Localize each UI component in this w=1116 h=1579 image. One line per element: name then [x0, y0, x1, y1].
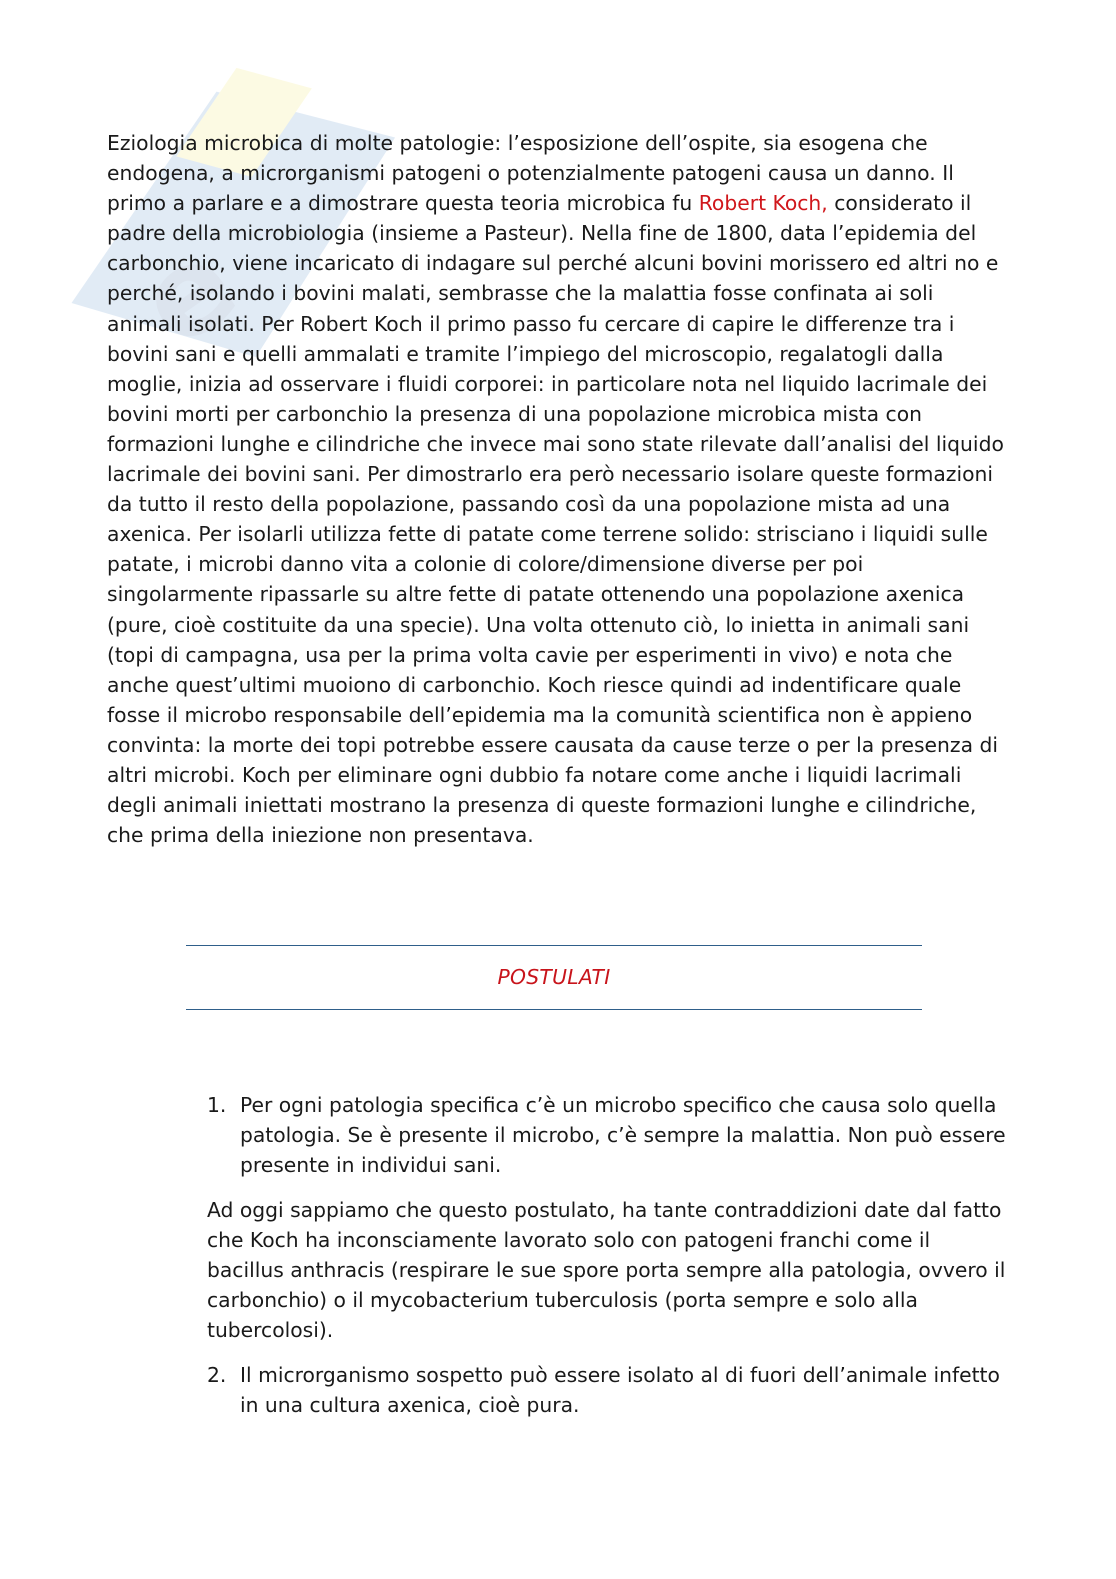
postulate-text: Il microrganismo sospetto può essere isolato al di fuori dell’animale infetto in una cultura axenica, cioè pura.: [240, 1363, 1000, 1418]
intro-text-start: Eziologia microbica di molte patologie: l’esposizione dell’ospite, sia esogena che endogena, a microrganismi patogeni o potenzialmente patogeni causa un danno. Il primo a parlare e a dimostrare questa teoria microbica fu: [107, 131, 954, 216]
postulate-number: 1.: [207, 1093, 227, 1117]
postulate-text: Per ogni patologia specifica c’è un microbo specifico che causa solo quella patologia. Se è presente il microbo, c’è sempre la malattia. Non può essere presente in individui sani.: [240, 1093, 1006, 1178]
section-divider-bottom: [186, 1009, 922, 1010]
robert-koch-highlight: Robert Koch,: [698, 191, 828, 216]
intro-paragraph: [107, 128, 1012, 850]
postulate-note: Ad oggi sappiamo che questo postulato, ha tante contraddizioni date dal fatto che Koch ha inconsciamente lavorato solo con patogeni franchi come il bacillus anthracis (respirare le sue spore porta sempre alla patologia, ovvero il carbonchio) o il mycobacterium tuberculosis (porta sempre e solo alla tubercolosi).: [207, 1198, 1006, 1343]
svg-text:e: e: [114, 213, 262, 375]
section-title: POSTULATI: [497, 965, 611, 989]
section-divider-top: [186, 945, 922, 946]
intro-text-end: considerato il padre della microbiologia (insieme a Pasteur). Nella fine de 1800, data l’epidemia del carbonchio, viene incaricato di indagare sul perché alcuni bovini morissero ed altri no e perché, isolando i bovini malati, sembrasse che la malattia fosse confinata ai soli animali isolati. Per Robert Koch il primo passo fu cercare di capire le differenze tra i bovini sani e quelli ammalati e tramite l’impiego del microscopio, regalatogli dalla moglie, inizia ad osservare i fluidi corporei: in particolare nota nel liquido lacrimale dei bovini morti per carbonchio la presenza di una popolazione microbica mista con formazioni lunghe e cilindriche che invece mai sono state rilevate dall’analisi del liquido lacrimale dei bovini sani. Per dimostrarlo era però necessario isolare queste formazioni da tutto il resto della popolazione, passando così da una popolazione mista ad una axenica. Per isolarli utilizza fette di patate come terrene solido: strisciano i liquidi sulle patate, i microbi danno vita a colonie di colore/dimensione diverse per poi singolarmente ripassarle su altre fette di patate ottenendo una popolazione axenica (pure, cioè costituite da una specie). Una volta ottenuto ciò, lo inietta in animali sani (topi di campagna, usa per la prima volta cavie per esperimenti in vivo) e nota che anche quest’ultimi muoiono di carbonchio. Koch riesce quindi ad indentificare quale fosse il microbo responsabile dell’epidemia ma la comunità scientifica non è appieno convinta: la morte dei topi potrebbe essere causata da cause terze o per la presenza di altri microbi. Koch per eliminare ogni dubbio fa notare come anche i liquidi lacrimali degli animali iniettati mostrano la presenza di queste formazioni lunghe e cilindriche, che prima della iniezione non presentava.: [107, 191, 1004, 848]
postulate-item: [207, 1090, 1007, 1180]
postulate-number: 2.: [207, 1363, 227, 1387]
postulate-item: [207, 1360, 1007, 1420]
